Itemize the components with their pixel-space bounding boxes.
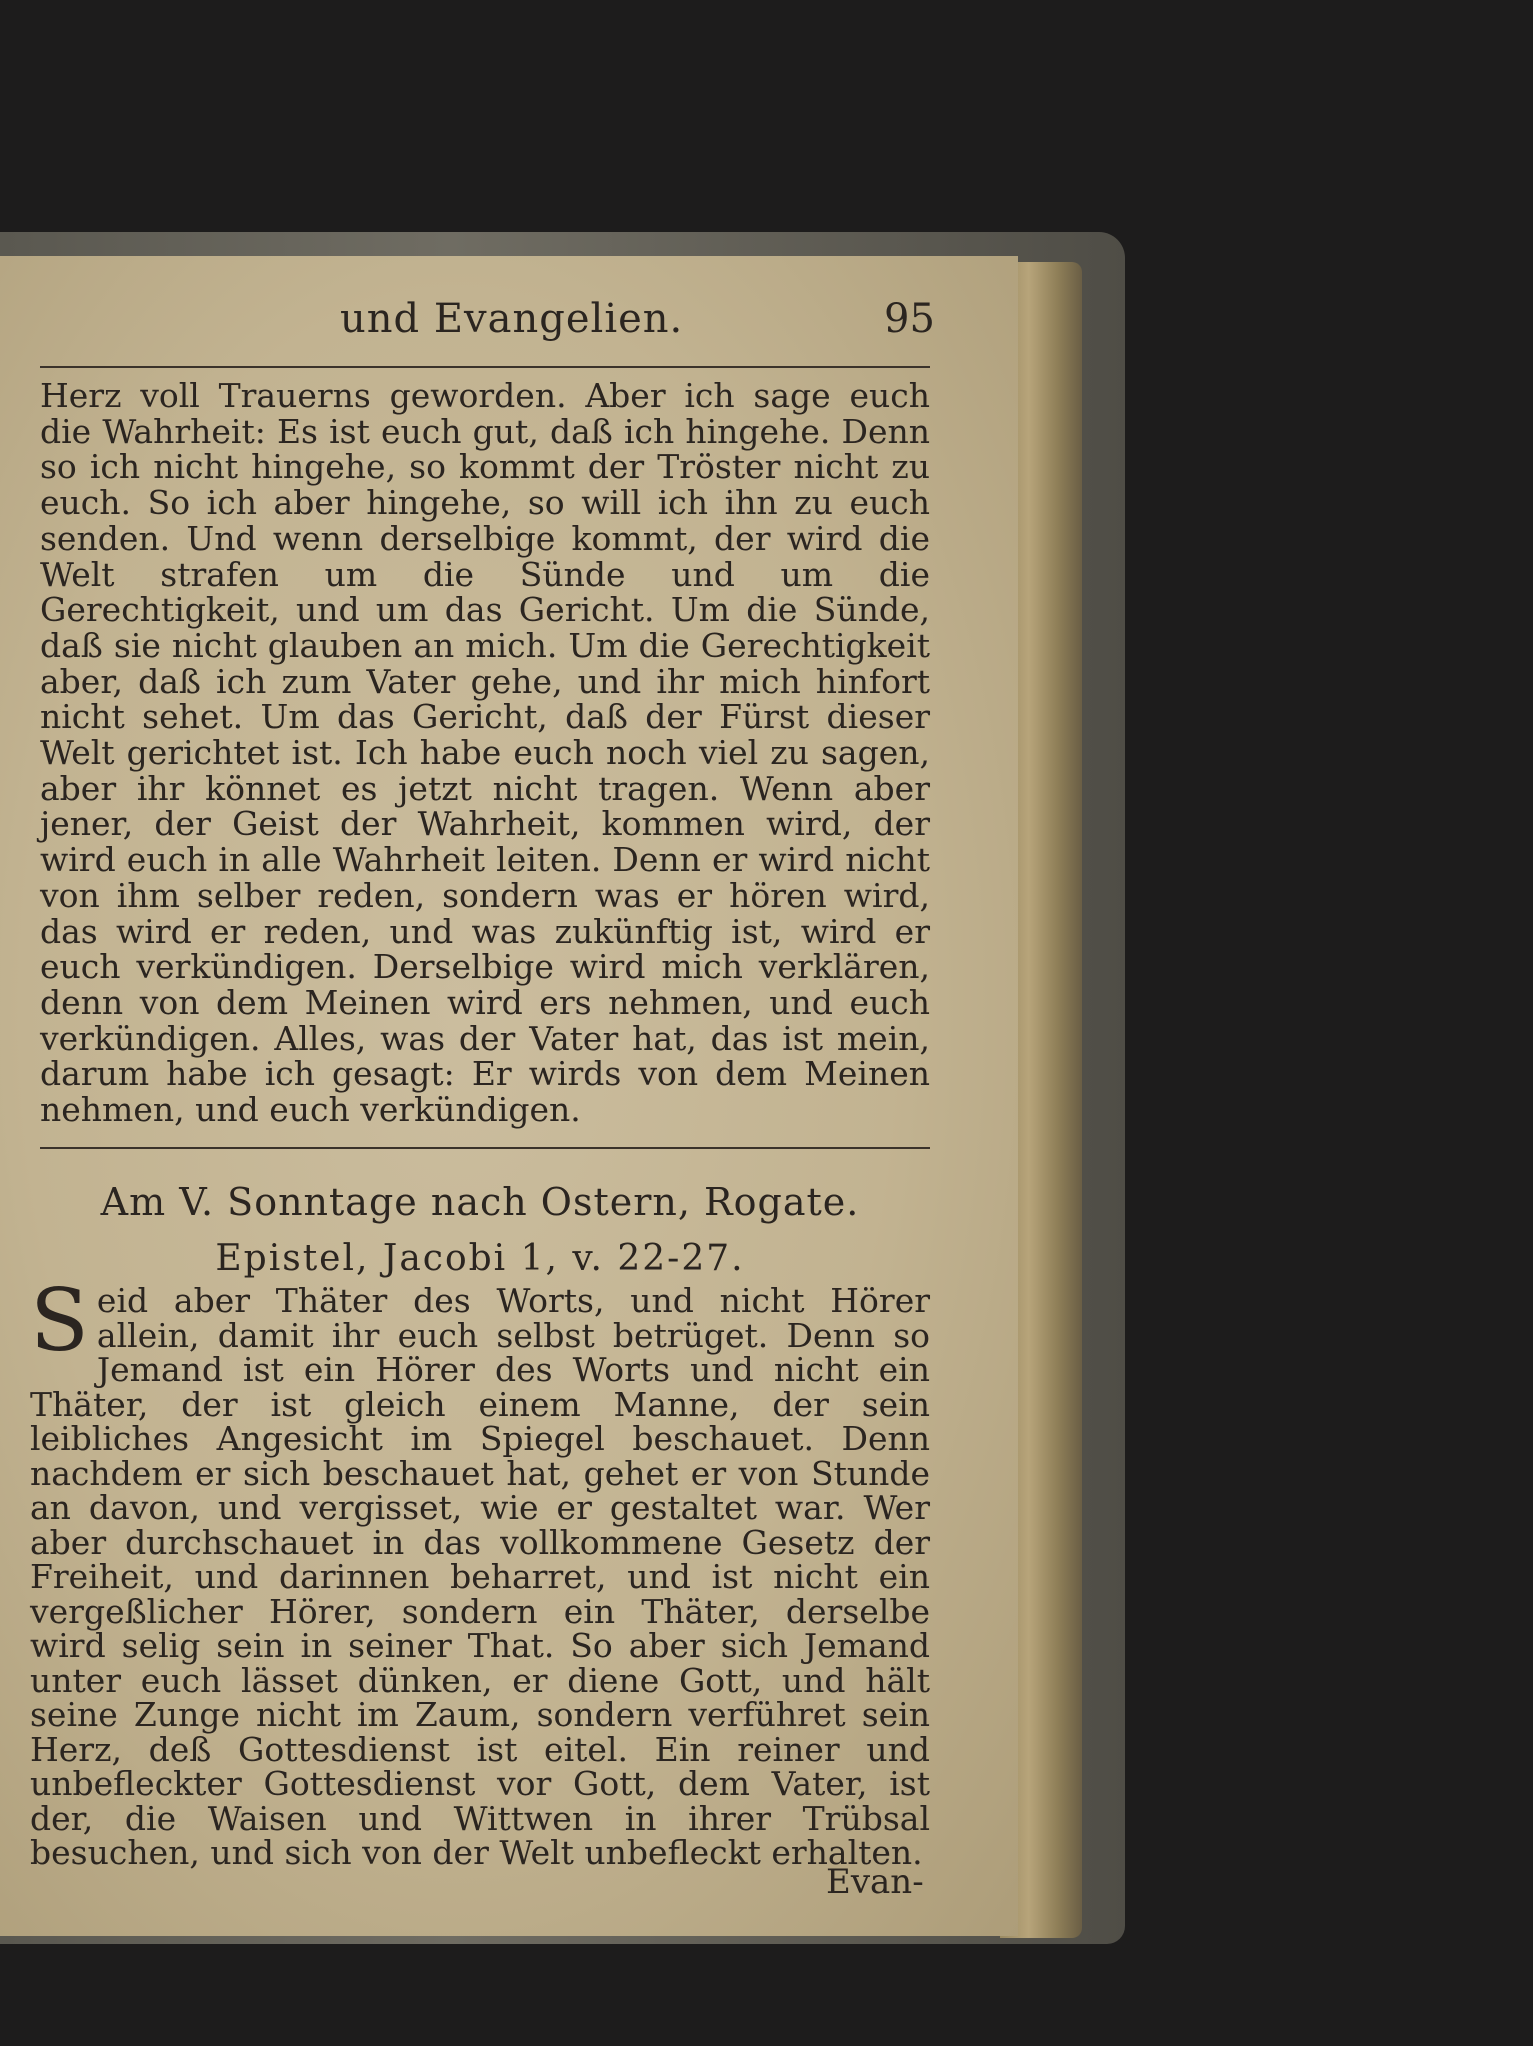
reading-title: Epistel, Jacobi 1, v. 22-27. bbox=[215, 1238, 745, 1279]
epistle-paragraph bbox=[30, 1271, 930, 1872]
drop-cap: S bbox=[30, 1271, 89, 1371]
running-head: und Evangelien. bbox=[340, 296, 684, 342]
book-page bbox=[0, 256, 1018, 1936]
section-divider bbox=[40, 1147, 930, 1149]
page-header bbox=[0, 296, 1000, 356]
body-paragraph: Herz voll Trauerns geworden. Aber ich sage euch die Wahrheit: Es ist euch gut, daß ich hingehe. Denn so ich nicht hingehe, so kommt der Tröster nicht zu euch. So ich aber hingehe, so will ich ihn zu euch senden. Und wenn derselbige kommt, der wird die Welt strafen um die Sünde und um die Gerechtigkeit, und um das Gericht. Um die Sünde, daß sie nicht glauben an mich. Um die Gerechtigkeit aber, daß ich zum Vater gehe, und ihr mich hinfort nicht sehet. Um das Gericht, daß der Fürst dieser Welt gerichtet ist. Ich habe euch noch viel zu sagen, aber ihr könnet es jetzt nicht tragen. Wenn aber jener, der Geist der Wahrheit, kommen wird, der wird euch in alle Wahrheit leiten. Denn er wird nicht von ihm selber reden, sondern was er hören wird, das wird er reden, und was zukünftig ist, wird er euch verkündigen. Derselbige wird mich verklären, denn von dem Meinen wird ers nehmen, und euch verkündigen. Alles, was der Vater hat, das ist mein, darum habe ich gesagt: Er wirds von dem Meinen nehmen, und euch verkündigen. bbox=[40, 376, 930, 1130]
catchword: Evan- bbox=[826, 1862, 924, 1902]
epistle-text: eid aber Thäter des Worts, und nicht Hörer allein, damit ihr euch selbst betrüget. Denn so Jemand ist ein Hörer des Worts und nicht ein Thäter, der ist gleich einem Manne, der sein leibliches Angesicht im Spiegel beschauet. Denn nachdem er sich beschauet hat, gehet er von Stunde an davon, und vergisset, wie er gestaltet war. Wer aber durchschauet in das vollkommene Gesetz der Freiheit, und darinnen beharret, und ist nicht ein vergeßlicher Hörer, sondern ein Thäter, derselbe wird selig sein in seiner That. So aber sich Jemand unter euch lässet dünken, er diene Gott, und hält seine Zunge nicht im Zaum, sondern verführet sein Herz, deß Gottesdienst ist eitel. Ein reiner und unbefleckter Gottesdienst vor Gott, dem Vater, ist der, die Waisen und Wittwen in ihrer Trübsal besuchen, und sich von der Welt unbefleckt erhalten. bbox=[30, 1281, 930, 1872]
section-title: Am V. Sonntage nach Ostern, Rogate. bbox=[100, 1180, 860, 1224]
page-number: 95 bbox=[884, 296, 935, 342]
header-rule bbox=[40, 366, 930, 368]
